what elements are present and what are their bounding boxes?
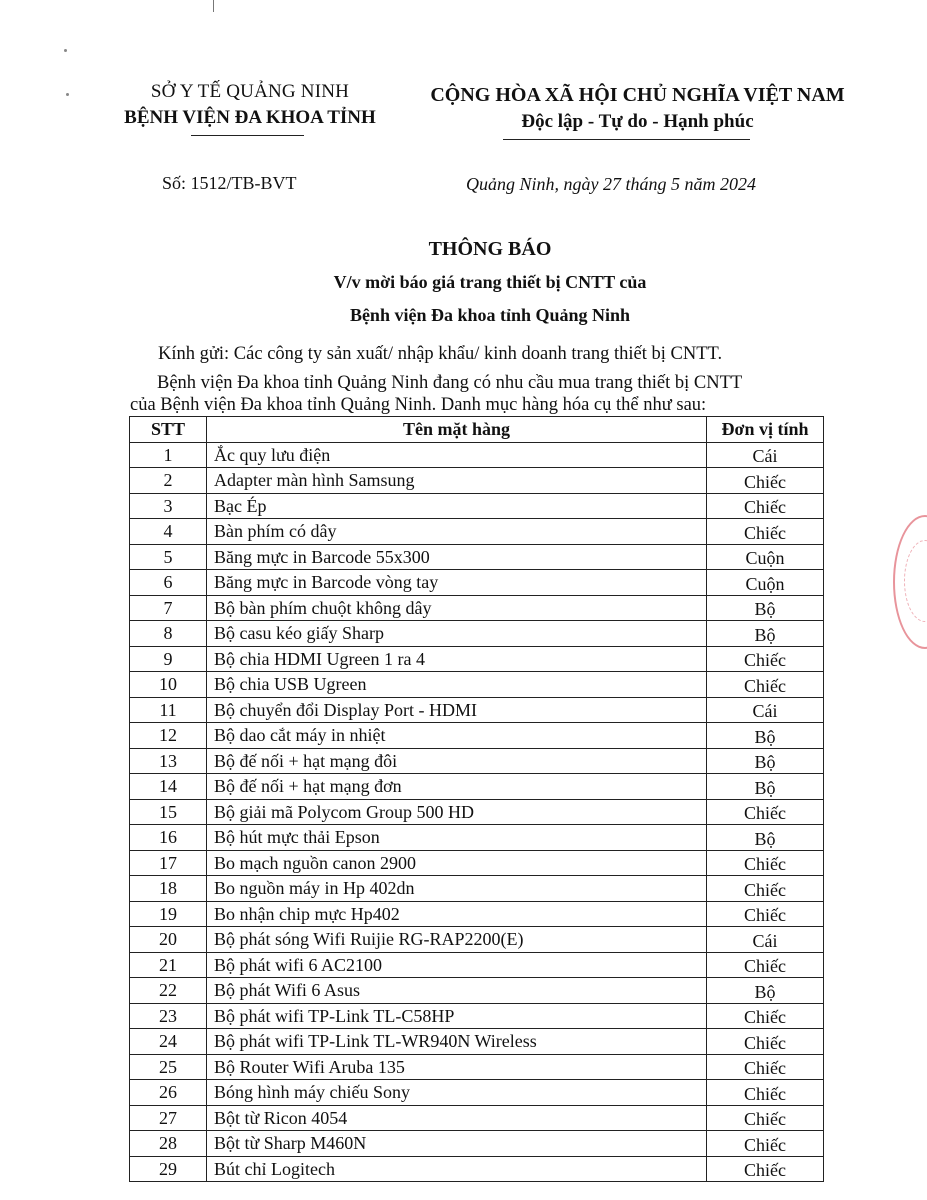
cell-unit: Chiếc [707,952,824,978]
table-row [130,1131,824,1157]
title-line-2: V/v mời báo giá trang thiết bị CNTT của [333,272,647,292]
cell-stt: 1 [130,442,207,468]
table-row [130,697,824,723]
cell-stt: 5 [130,544,207,570]
cell-item-name: Bộ chia USB Ugreen [207,672,707,698]
motto-underline [503,139,750,140]
table-row [130,799,824,825]
table-row [130,850,824,876]
cell-item-name: Băng mực in Barcode 55x300 [207,544,707,570]
table-row [130,774,824,800]
cell-item-name: Bộ hút mực thải Epson [207,825,707,851]
cell-stt: 17 [130,850,207,876]
table-row [130,723,824,749]
table-row [130,468,824,494]
cell-stt: 9 [130,646,207,672]
cell-stt: 10 [130,672,207,698]
cell-item-name: Ắc quy lưu điện [207,442,707,468]
cell-stt: 29 [130,1156,207,1182]
cell-stt: 3 [130,493,207,519]
table-row [130,901,824,927]
document-number: Số: 1512/TB-BVT [162,173,297,193]
cell-item-name: Bộ phát wifi 6 AC2100 [207,952,707,978]
cell-unit: Chiếc [707,468,824,494]
table-row [130,876,824,902]
issuer-underline [191,135,304,136]
cell-stt: 12 [130,723,207,749]
cell-item-name: Băng mực in Barcode vòng tay [207,570,707,596]
cell-item-name: Bóng hình máy chiếu Sony [207,1080,707,1106]
cell-item-name: Bộ phát Wifi 6 Asus [207,978,707,1004]
cell-unit: Bộ [707,825,824,851]
cell-item-name: Bo nhận chip mực Hp402 [207,901,707,927]
cell-item-name: Bộ chia HDMI Ugreen 1 ra 4 [207,646,707,672]
table-header-row [130,417,824,443]
cell-unit: Chiếc [707,519,824,545]
cell-item-name: Bột từ Sharp M460N [207,1131,707,1157]
cell-stt: 24 [130,1029,207,1055]
document-date: Quảng Ninh, ngày 27 tháng 5 năm 2024 [466,174,756,194]
header-item-name: Tên mặt hàng [207,417,707,443]
cell-unit: Cái [707,927,824,953]
table-row [130,1080,824,1106]
cell-unit: Bộ [707,595,824,621]
title-line-1: THÔNG BÁO [428,238,552,260]
cell-unit: Chiếc [707,1131,824,1157]
cell-unit: Chiếc [707,1054,824,1080]
table-row [130,672,824,698]
cell-item-name: Adapter màn hình Samsung [207,468,707,494]
intro-paragraph [130,372,830,416]
cell-stt: 28 [130,1131,207,1157]
cell-stt: 4 [130,519,207,545]
table-row [130,1003,824,1029]
cell-unit: Chiếc [707,850,824,876]
cell-stt: 16 [130,825,207,851]
cell-stt: 21 [130,952,207,978]
cell-unit: Chiếc [707,901,824,927]
cell-item-name: Bộ bàn phím chuột không dây [207,595,707,621]
table-row [130,595,824,621]
cell-stt: 22 [130,978,207,1004]
cell-item-name: Bo nguồn máy in Hp 402dn [207,876,707,902]
cell-unit: Chiếc [707,1105,824,1131]
table-row [130,544,824,570]
title-line-3: Bệnh viện Đa khoa tỉnh Quảng Ninh [349,305,631,325]
table-row [130,519,824,545]
document-title [210,233,770,331]
scan-artifact-line [213,0,214,12]
cell-stt: 23 [130,1003,207,1029]
cell-unit: Bộ [707,748,824,774]
cell-unit: Chiếc [707,876,824,902]
cell-stt: 18 [130,876,207,902]
recipient-line: Kính gửi: Các công ty sản xuất/ nhập khẩu/ kinh doanh trang thiết bị CNTT. [158,344,723,364]
table-row [130,493,824,519]
cell-item-name: Bộ đế nối + hạt mạng đơn [207,774,707,800]
cell-stt: 15 [130,799,207,825]
cell-item-name: Bạc Ép [207,493,707,519]
table-row [130,748,824,774]
cell-unit: Chiếc [707,672,824,698]
table-row [130,570,824,596]
cell-item-name: Bộ dao cắt máy in nhiệt [207,723,707,749]
cell-unit: Chiếc [707,1029,824,1055]
department-name: SỞ Y TẾ QUẢNG NINH [150,81,350,102]
cell-unit: Chiếc [707,799,824,825]
cell-stt: 27 [130,1105,207,1131]
cell-unit: Cuộn [707,570,824,596]
cell-item-name: Bút chỉ Logitech [207,1156,707,1182]
cell-unit: Chiếc [707,1080,824,1106]
scan-artifact-dot [66,93,69,96]
national-motto: Độc lập - Tự do - Hạnh phúc [521,111,754,132]
scan-artifact-dot [64,49,67,52]
cell-unit: Chiếc [707,1003,824,1029]
table-body [130,442,824,1182]
cell-unit: Bộ [707,774,824,800]
cell-unit: Chiếc [707,1156,824,1182]
table-row [130,952,824,978]
table-row [130,1105,824,1131]
national-heading [400,82,875,136]
cell-stt: 13 [130,748,207,774]
table-row [130,646,824,672]
table-row [130,825,824,851]
cell-item-name: Bo mạch nguồn canon 2900 [207,850,707,876]
cell-unit: Cái [707,442,824,468]
table-row [130,1156,824,1182]
table-row [130,978,824,1004]
cell-item-name: Bột từ Ricon 4054 [207,1105,707,1131]
nation-name: CỘNG HÒA XÃ HỘI CHỦ NGHĨA VIỆT NAM [430,84,845,106]
cell-item-name: Bộ giải mã Polycom Group 500 HD [207,799,707,825]
table-row [130,1029,824,1055]
cell-unit: Bộ [707,978,824,1004]
items-table [129,416,824,1182]
header-unit: Đơn vị tính [707,417,824,443]
cell-item-name: Bộ casu kéo giấy Sharp [207,621,707,647]
cell-unit: Bộ [707,723,824,749]
table-row [130,621,824,647]
cell-item-name: Bộ phát sóng Wifi Ruijie RG-RAP2200(E) [207,927,707,953]
header-stt: STT [130,417,207,443]
cell-item-name: Bàn phím có dây [207,519,707,545]
cell-item-name: Bộ phát wifi TP-Link TL-WR940N Wireless [207,1029,707,1055]
cell-stt: 19 [130,901,207,927]
table-row [130,1054,824,1080]
table-row [130,442,824,468]
cell-unit: Cái [707,697,824,723]
cell-item-name: Bộ chuyển đổi Display Port - HDMI [207,697,707,723]
cell-item-name: Bộ Router Wifi Aruba 135 [207,1054,707,1080]
issuer-block [100,80,400,131]
table-row [130,927,824,953]
cell-stt: 14 [130,774,207,800]
cell-unit: Chiếc [707,646,824,672]
cell-stt: 26 [130,1080,207,1106]
cell-item-name: Bộ phát wifi TP-Link TL-C58HP [207,1003,707,1029]
cell-stt: 8 [130,621,207,647]
intro-line-2: của Bệnh viện Đa khoa tỉnh Quảng Ninh. Danh mục hàng hóa cụ thể như sau: [130,395,707,415]
cell-unit: Cuộn [707,544,824,570]
intro-line-1: Bệnh viện Đa khoa tỉnh Quảng Ninh đang có nhu cầu mua trang thiết bị CNTT [157,373,743,393]
cell-stt: 7 [130,595,207,621]
cell-item-name: Bộ đế nối + hạt mạng đôi [207,748,707,774]
cell-stt: 11 [130,697,207,723]
cell-stt: 6 [130,570,207,596]
hospital-name: BỆNH VIỆN ĐA KHOA TỈNH [124,107,376,128]
cell-stt: 25 [130,1054,207,1080]
cell-unit: Chiếc [707,493,824,519]
cell-stt: 2 [130,468,207,494]
cell-unit: Bộ [707,621,824,647]
cell-stt: 20 [130,927,207,953]
